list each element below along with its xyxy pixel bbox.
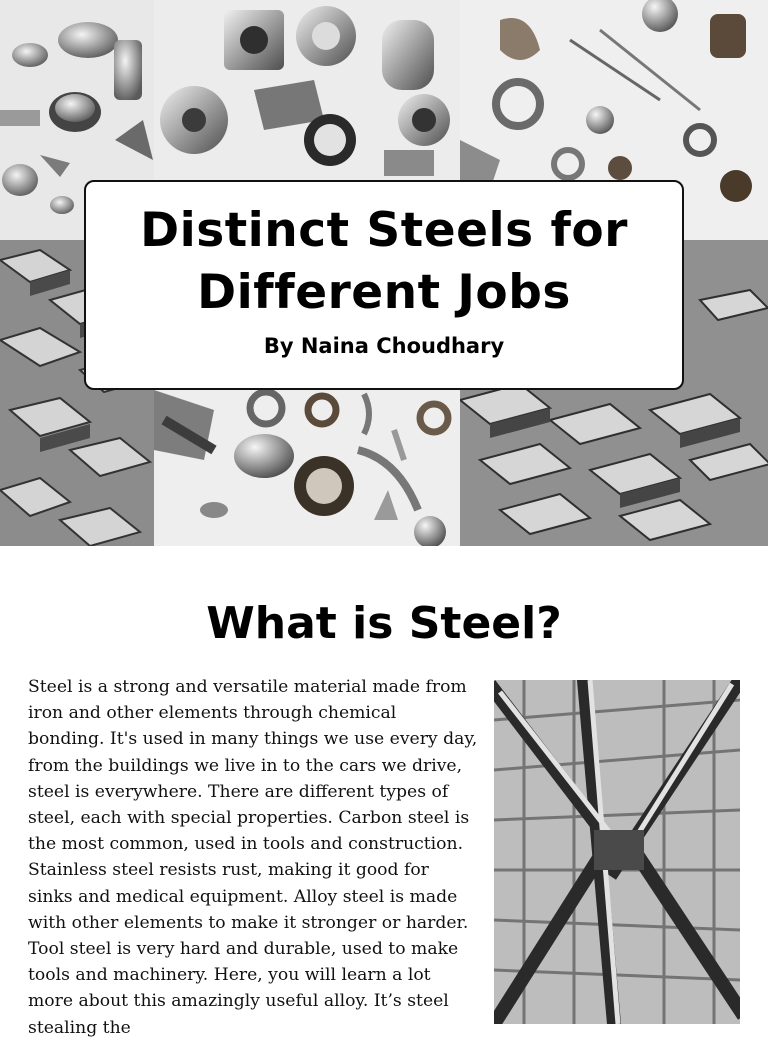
title-card [84,180,684,390]
section-body-text: Steel is a strong and versatile material made from iron and other elements through chemical bonding. It's used in many things we use every day, from the buildings we live in to the cars we drive, steel is everywhere. There are different types of steel, each with special properties. Carbon steel is the most common, used in tools and construction. Stainless steel resists rust, making it good for sinks and medical equipment. Alloy steel is made with other elements to make it stronger or harder. Tool steel is very hard and durable, used to make tools and machinery. Here, you will learn a lot more about this amazingly useful alloy. It’s steel stealing the [28,677,478,1038]
section-heading: What is Steel? [206,598,562,649]
steel-parts-photo-2 [154,0,460,180]
steel-structure-photo [494,680,740,1024]
document-title: Distinct Steels for Different Jobs [140,203,628,320]
author-byline: By Naina Choudhary [263,334,505,358]
